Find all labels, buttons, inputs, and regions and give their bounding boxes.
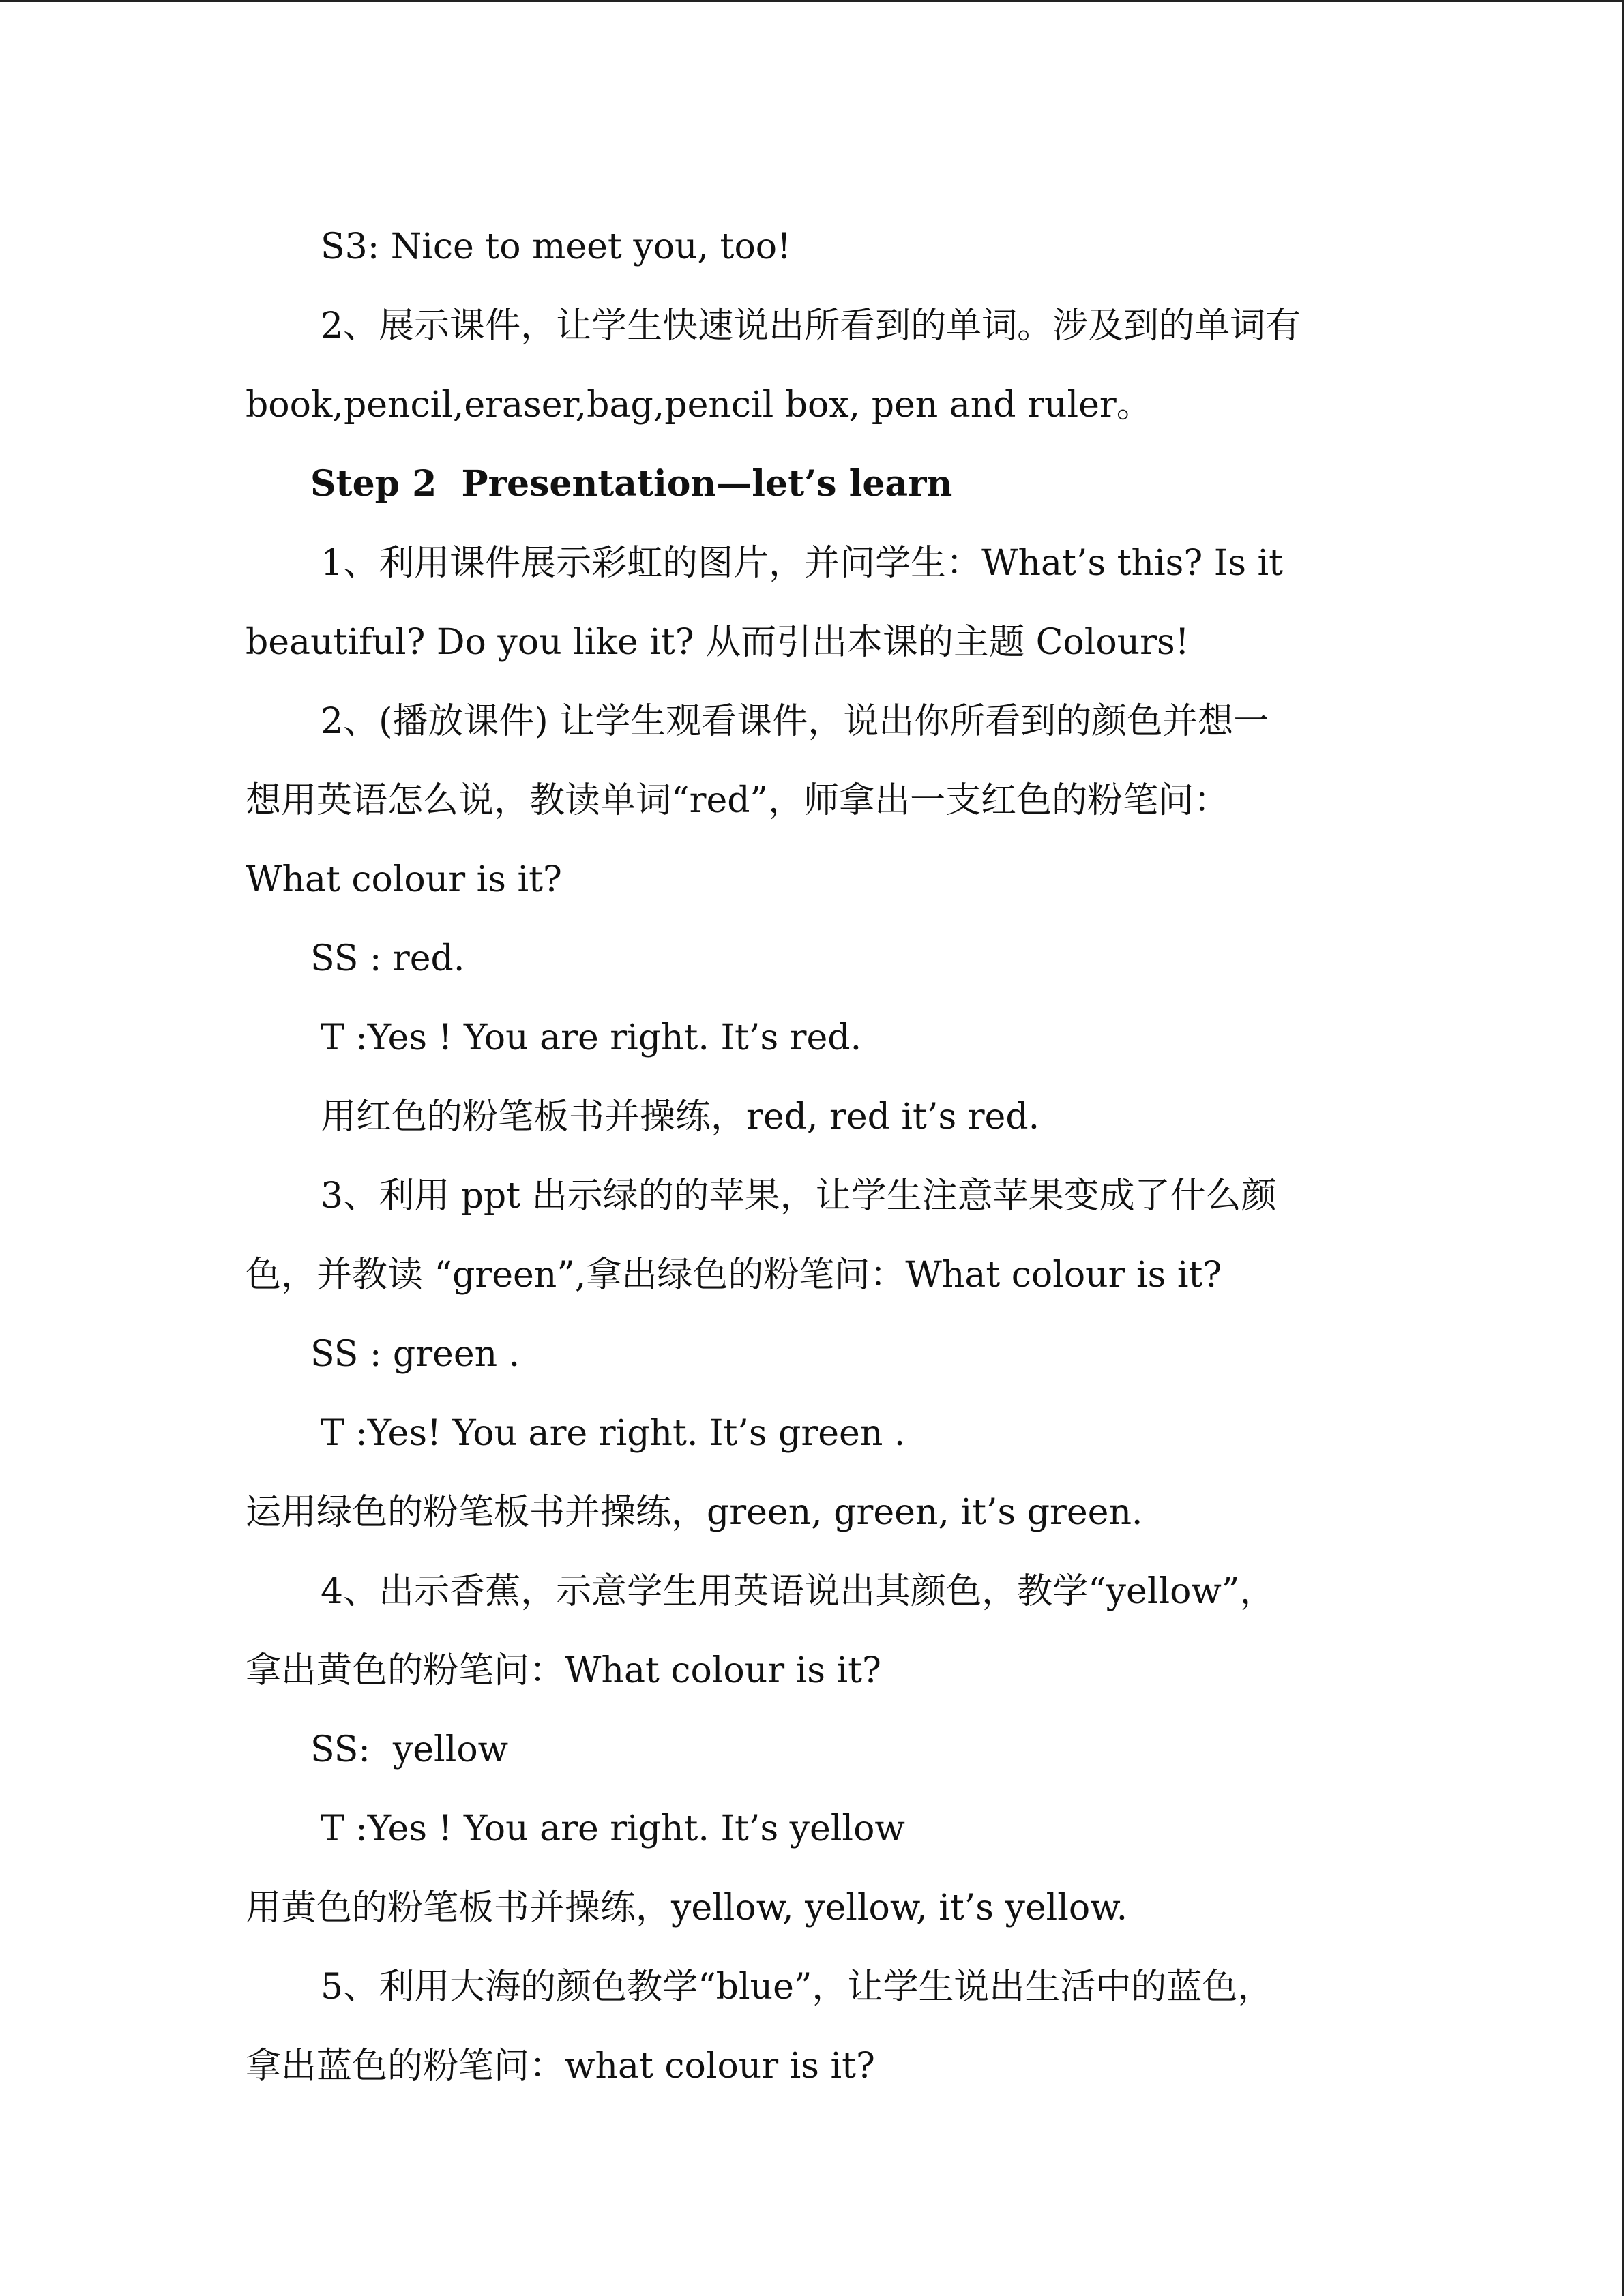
text-line: 1、利用课件展示彩虹的图片，并问学生：What’s this? Is it	[321, 543, 1284, 584]
text-line: T :Yes! You are right. It’s green .	[321, 1413, 906, 1454]
section-heading: Step 2 Presentation—let’s learn	[310, 463, 953, 505]
text-line: S3: Nice to meet you, too!	[321, 226, 791, 267]
text-line: beautiful? Do you like it? 从而引出本课的主题 Colours!	[246, 622, 1190, 663]
text-line: book,pencil,eraser,bag,pencil box, pen and ruler。	[246, 385, 1152, 426]
page-top-border	[0, 0, 1624, 2]
text-line: 5、利用大海的颜色教学“blue”，让学生说出生活中的蓝色，	[321, 1967, 1273, 2008]
text-line: 运用绿色的粉笔板书并操练，green, green, it’s green.	[246, 1492, 1143, 1533]
text-line: 4、出示香蕉，示意学生用英语说出其颜色，教学“yellow”，	[321, 1571, 1275, 1612]
text-line: T :Yes ! You are right. It’s red.	[321, 1017, 862, 1058]
text-line: What colour is it?	[246, 859, 562, 900]
text-line: 2、展示课件，让学生快速说出所看到的单词。涉及到的单词有	[321, 305, 1301, 346]
text-line: SS: yellow	[310, 1729, 509, 1770]
text-line: 拿出黄色的粉笔问：What colour is it?	[246, 1650, 881, 1691]
text-line: 色，并教读 “green”,拿出绿色的粉笔问：What colour is it?	[246, 1255, 1222, 1296]
text-line: T :Yes ! You are right. It’s yellow	[321, 1808, 905, 1849]
text-line: 用黄色的粉笔板书并操练，yellow, yellow, it’s yellow.	[246, 1888, 1128, 1928]
text-line: SS : green .	[310, 1334, 520, 1375]
text-line: 拿出蓝色的粉笔问：what colour is it?	[246, 2046, 875, 2087]
text-line: 用红色的粉笔板书并操练，red, red it’s red.	[321, 1097, 1040, 1137]
text-line: SS : red.	[310, 938, 465, 979]
text-line: 想用英语怎么说，教读单词“red”，师拿出一支红色的粉笔问：	[246, 780, 1230, 821]
text-line: 2、(播放课件) 让学生观看课件，说出你所看到的颜色并想一	[321, 701, 1269, 742]
text-line: 3、利用 ppt 出示绿的的苹果，让学生注意苹果变成了什么颜	[321, 1176, 1277, 1217]
